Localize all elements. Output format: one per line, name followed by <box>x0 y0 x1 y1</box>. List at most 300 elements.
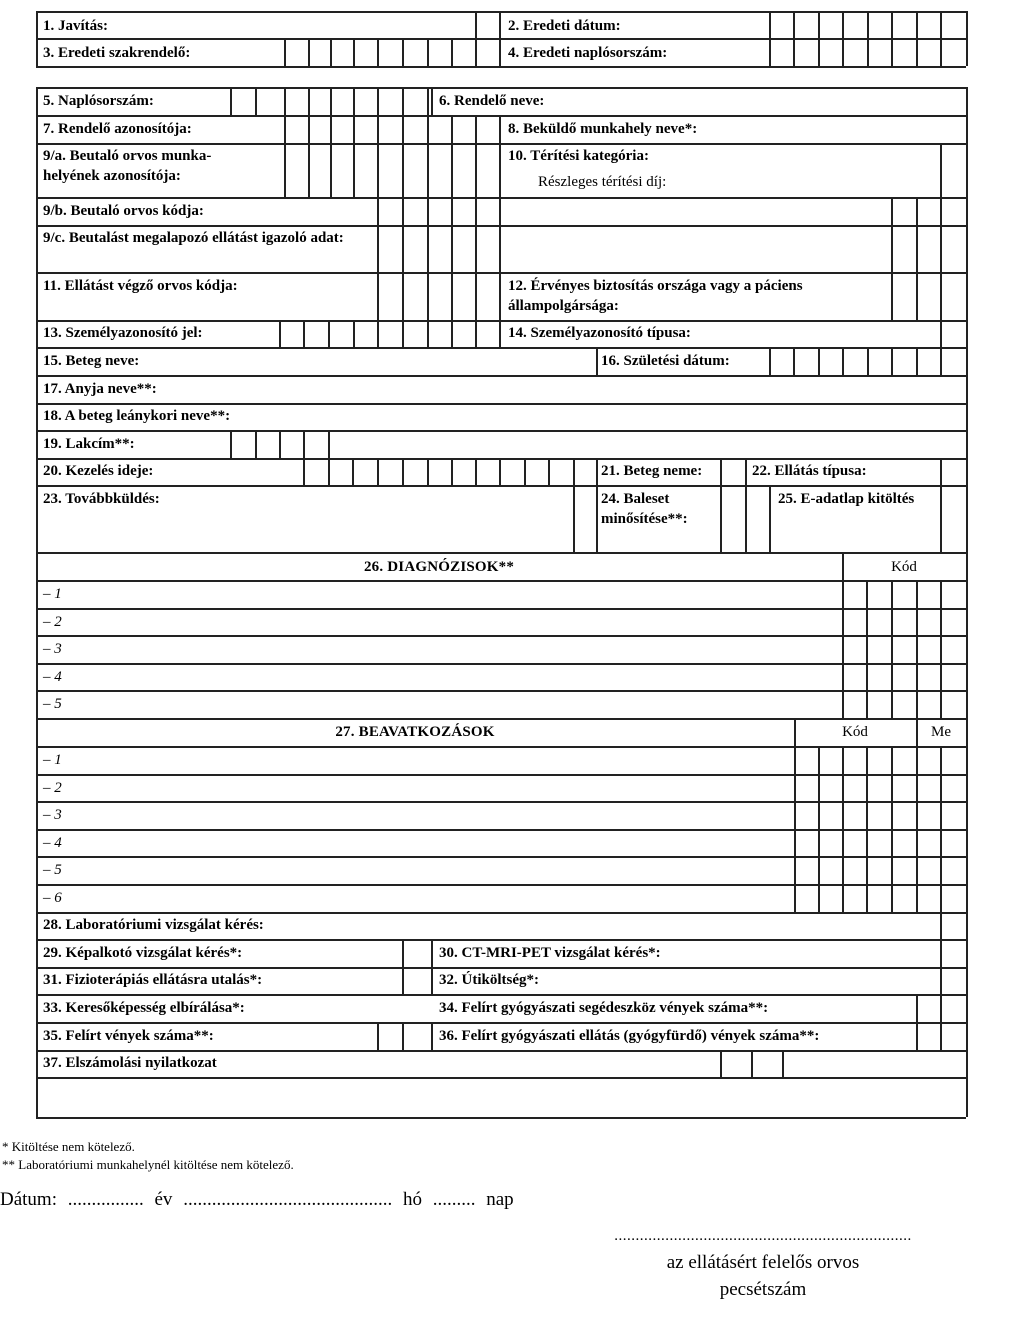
diagnosis-row-3[interactable]: – 3 <box>43 641 62 658</box>
personal-id-box-3[interactable] <box>330 322 352 346</box>
procedure-5-code-box-5[interactable] <box>893 858 915 883</box>
grid-line <box>36 485 966 487</box>
grid-line <box>940 320 942 347</box>
procedure-1-code-box-3[interactable] <box>844 748 865 773</box>
attending-doctor-code-box-4[interactable] <box>453 274 474 319</box>
procedure-1-code-box-1[interactable] <box>796 748 817 773</box>
referral-data-box-4[interactable] <box>453 227 474 271</box>
settlement-box-2[interactable] <box>753 1052 781 1076</box>
diagnosis-row-4[interactable]: – 4 <box>43 668 62 685</box>
grid-line <box>499 115 501 197</box>
referring-workplace-id-box-3[interactable] <box>332 145 352 196</box>
grid-line <box>36 272 966 274</box>
original-clinic-box-2[interactable] <box>310 40 329 65</box>
procedure-5-code-box-4[interactable] <box>868 858 890 883</box>
diagnosis-3-code-box-3[interactable] <box>893 637 915 662</box>
field-22-care-type-label: 22. Ellátás típusa: <box>752 463 867 479</box>
personal-id-box-5[interactable] <box>379 322 401 346</box>
original-date-box-4[interactable] <box>844 13 866 37</box>
original-clinic-box-7[interactable] <box>429 40 450 65</box>
diagnoses-title: 26. DIAGNÓZISOK** <box>363 559 515 575</box>
procedure-6-code-box-2[interactable] <box>820 886 841 911</box>
address-zip-box-2[interactable] <box>257 432 278 457</box>
clinic-id-box-8[interactable] <box>453 117 474 142</box>
procedure-5-code-box-7[interactable] <box>942 858 965 883</box>
field-2-original-date-label: 2. Eredeti dátum: <box>508 18 621 34</box>
ct-mri-pet-box-1[interactable] <box>942 941 965 966</box>
diagnosis-5-code-box-1[interactable] <box>844 692 865 717</box>
field-21-patient-sex-label: 21. Beteg neme: <box>601 463 703 479</box>
travel-cost-box-1[interactable] <box>942 969 965 993</box>
grid-line <box>427 87 429 115</box>
field-30-ct-mri-pet-label: 30. CT-MRI-PET vizsgálat kérés*: <box>439 945 661 961</box>
diagnosis-4-code-box-4[interactable] <box>918 665 939 690</box>
e-form-box-1[interactable] <box>942 487 965 551</box>
original-date-box-2[interactable] <box>795 13 817 37</box>
diagnosis-4-code-box-5[interactable] <box>942 665 965 690</box>
diagnosis-2-code-box-5[interactable] <box>942 610 965 635</box>
procedure-3-code-box-3[interactable] <box>844 803 865 828</box>
field-33-work-capacity-label: 33. Keresőképesség elbírálása*: <box>43 1000 245 1016</box>
procedure-row-5[interactable]: – 5 <box>43 862 62 879</box>
birth-date-box-4[interactable] <box>844 349 866 374</box>
diagnosis-4-code-box-2[interactable] <box>868 665 890 690</box>
diagnosis-2-code-box-2[interactable] <box>868 610 890 635</box>
original-date-box-1[interactable] <box>771 13 792 37</box>
treatment-time-box-4[interactable] <box>379 460 401 484</box>
procedure-4-code-box-2[interactable] <box>820 831 841 856</box>
grid-line <box>36 403 966 405</box>
grid-line <box>36 912 966 914</box>
referral-on-box-1[interactable] <box>575 487 595 551</box>
field-5-log-number-label: 5. Naplósorszám: <box>43 93 154 109</box>
grid-line <box>36 939 966 941</box>
grid-line <box>36 143 966 145</box>
personal-id-box-1[interactable] <box>281 322 302 346</box>
field-29-imaging-request-label: 29. Képalkotó vizsgálat kérés*: <box>43 945 243 961</box>
correction-box-1[interactable] <box>477 13 498 37</box>
original-date-box-8[interactable] <box>942 13 965 37</box>
field-25-e-form-label: 25. E-adatlap kitöltés <box>778 491 915 507</box>
grid-line <box>431 87 433 115</box>
procedure-2-code-box-3[interactable] <box>844 776 865 801</box>
field-36-spa-prescriptions-label: 36. Felírt gyógyászati ellátás (gyógyfürdő) vények száma**: <box>439 1028 820 1044</box>
field-1-correction-label: 1. Javítás: <box>43 18 108 34</box>
field-15-patient-name-label: 15. Beteg neve: <box>43 353 140 369</box>
treatment-time-box-11[interactable] <box>550 460 572 484</box>
diagnosis-3-code-box-1[interactable] <box>844 637 865 662</box>
procedures-code-header: Kód <box>842 724 868 740</box>
field-11-attending-doctor-code-label: 11. Ellátást végző orvos kódja: <box>43 278 238 294</box>
birth-date-box-6[interactable] <box>893 349 915 374</box>
personal-id-box-8[interactable] <box>453 322 474 346</box>
grid-line <box>769 485 771 552</box>
original-log-number-box-2[interactable] <box>795 40 817 65</box>
grid-line <box>36 375 966 377</box>
treatment-time-box-2[interactable] <box>330 460 351 484</box>
field-4-original-log-number-label: 4. Eredeti naplósorszám: <box>508 45 668 61</box>
prescriptions-box-1[interactable] <box>379 1024 401 1049</box>
procedure-row-4[interactable]: – 4 <box>43 834 62 851</box>
field-9a-referring-workplace-label: 9/a. Beutaló orvos munka-helyének azonosítója: <box>43 148 212 184</box>
procedure-5-code-box-2[interactable] <box>820 858 841 883</box>
diagnosis-4-code-box-1[interactable] <box>844 665 865 690</box>
procedure-3-code-box-5[interactable] <box>893 803 915 828</box>
grid-line <box>36 718 966 720</box>
procedure-4-code-box-3[interactable] <box>844 831 865 856</box>
procedure-6-code-box-4[interactable] <box>868 886 890 911</box>
procedures-title: 27. BEAVATKOZÁSOK <box>335 724 495 740</box>
clinic-id-box-4[interactable] <box>355 117 376 142</box>
procedure-2-code-box-4[interactable] <box>868 776 890 801</box>
procedure-1-code-box-6[interactable] <box>918 748 939 773</box>
grid-line <box>36 115 966 117</box>
procedure-1-code-box-4[interactable] <box>868 748 890 773</box>
diagnosis-5-code-box-4[interactable] <box>918 692 939 717</box>
attending-doctor-code-box-5[interactable] <box>477 274 498 319</box>
grid-line <box>940 143 942 320</box>
procedure-6-code-box-3[interactable] <box>844 886 865 911</box>
field-14-personal-id-type-label: 14. Személyazonosító típusa: <box>508 325 691 341</box>
grid-line <box>891 197 893 320</box>
clinic-id-box-2[interactable] <box>310 117 329 142</box>
procedure-5-code-box-1[interactable] <box>796 858 817 883</box>
clinic-id-box-3[interactable] <box>332 117 352 142</box>
field-10-payment-category-label: 10. Térítési kategória: <box>508 148 649 164</box>
original-date-box-3[interactable] <box>820 13 841 37</box>
log-number-box-1[interactable] <box>232 89 254 114</box>
settlement-box-1[interactable] <box>722 1052 750 1076</box>
log-number-box-7[interactable] <box>379 89 401 114</box>
log-number-box-6[interactable] <box>355 89 376 114</box>
footnote-single-asterisk: * Kitöltése nem kötelező. <box>2 1139 135 1154</box>
procedure-5-code-box-6[interactable] <box>918 858 939 883</box>
field-34-aid-prescriptions-label: 34. Felírt gyógyászati segédeszköz vények száma**: <box>439 1000 769 1016</box>
procedure-1-code-box-2[interactable] <box>820 748 841 773</box>
grid-line <box>36 320 966 322</box>
personal-id-box-6[interactable] <box>404 322 426 346</box>
referring-doctor-code-box-1[interactable] <box>379 199 401 224</box>
grid-line <box>36 430 966 432</box>
grid-line <box>328 430 330 458</box>
procedure-2-code-box-7[interactable] <box>942 776 965 801</box>
birth-date-box-7[interactable] <box>918 349 939 374</box>
treatment-time-box-7[interactable] <box>453 460 474 484</box>
diagnosis-1-code-box-3[interactable] <box>893 582 915 607</box>
diagnosis-1-code-box-2[interactable] <box>868 582 890 607</box>
field-18-maiden-name-label: 18. A beteg leánykori neve**: <box>43 408 231 424</box>
original-log-number-box-3[interactable] <box>820 40 841 65</box>
diagnosis-2-code-box-3[interactable] <box>893 610 915 635</box>
procedure-3-code-box-6[interactable] <box>918 803 939 828</box>
spa-prescriptions-box-2[interactable] <box>942 1024 965 1049</box>
field-13-personal-id-label: 13. Személyazonosító jel: <box>43 325 203 341</box>
field-6-clinic-name-label: 6. Rendelő neve: <box>439 93 545 109</box>
original-date-box-7[interactable] <box>918 13 939 37</box>
address-zip-box-3[interactable] <box>281 432 302 457</box>
field-20-treatment-time-label: 20. Kezelés ideje: <box>43 463 154 479</box>
procedure-3-code-box-4[interactable] <box>868 803 890 828</box>
grid-line <box>916 197 918 320</box>
birth-date-box-2[interactable] <box>795 349 817 374</box>
referral-data-box-1[interactable] <box>379 227 401 271</box>
field-19-address-label: 19. Lakcím**: <box>43 436 135 452</box>
treatment-time-box-10[interactable] <box>526 460 547 484</box>
referral-data-box-3[interactable] <box>429 227 450 271</box>
original-clinic-box-6[interactable] <box>404 40 426 65</box>
aid-prescriptions-box-1[interactable] <box>918 996 939 1021</box>
grid-line <box>36 87 966 89</box>
month-blank[interactable]: ............................................ <box>183 1189 393 1210</box>
attending-doctor-code-box-2[interactable] <box>404 274 426 319</box>
birth-date-box-1[interactable] <box>771 349 792 374</box>
diagnosis-3-code-box-4[interactable] <box>918 637 939 662</box>
grid-line <box>36 635 966 637</box>
log-number-box-5[interactable] <box>332 89 352 114</box>
birth-date-box-3[interactable] <box>820 349 841 374</box>
field-24-accident-label: 24. Baleset minősítése**: <box>601 491 688 527</box>
clinic-id-box-1[interactable] <box>286 117 307 142</box>
procedure-row-1[interactable]: – 1 <box>43 752 62 768</box>
birth-date-box-5[interactable] <box>869 349 890 374</box>
field-28-lab-request-label: 28. Laboratóriumi vizsgálat kérés: <box>43 917 264 933</box>
grid-line <box>36 856 966 858</box>
grid-line <box>36 87 38 1117</box>
procedure-3-code-box-7[interactable] <box>942 803 965 828</box>
original-log-number-box-7[interactable] <box>918 40 939 65</box>
diagnosis-3-code-box-5[interactable] <box>942 637 965 662</box>
procedure-row-2[interactable]: – 2 <box>43 779 62 796</box>
referring-workplace-id-box-8[interactable] <box>453 145 474 196</box>
procedures-unit-header: Me <box>931 724 951 740</box>
grid-line <box>36 225 966 227</box>
grid-line <box>36 1022 966 1024</box>
diagnosis-5-code-box-2[interactable] <box>868 692 890 717</box>
diagnosis-2-code-box-1[interactable] <box>844 610 865 635</box>
spa-prescriptions-box-1[interactable] <box>918 1024 939 1049</box>
field-8-sender-workplace-label: 8. Beküldő munkahely neve*: <box>508 121 698 137</box>
field-10-partial-fee-label: Részleges térítési díj: <box>538 174 667 190</box>
procedure-6-code-box-7[interactable] <box>942 886 965 911</box>
personal-id-box-4[interactable] <box>355 322 376 346</box>
procedure-3-code-box-2[interactable] <box>820 803 841 828</box>
referral-data-box-5[interactable] <box>477 227 498 271</box>
treatment-time-box-1[interactable] <box>305 460 327 484</box>
procedure-row-6[interactable]: – 6 <box>43 890 62 906</box>
procedure-4-code-box-6[interactable] <box>918 831 939 856</box>
treatment-time-box-5[interactable] <box>404 460 426 484</box>
grid-line <box>499 320 501 347</box>
day-label: nap <box>486 1189 514 1210</box>
procedure-1-code-box-7[interactable] <box>942 748 965 773</box>
procedure-row-3[interactable]: – 3 <box>43 807 62 824</box>
procedure-6-code-box-1[interactable] <box>796 886 817 911</box>
procedure-3-code-box-1[interactable] <box>796 803 817 828</box>
referring-doctor-code-box-4[interactable] <box>453 199 474 224</box>
procedure-2-code-box-2[interactable] <box>820 776 841 801</box>
referring-workplace-id-box-2[interactable] <box>310 145 329 196</box>
grid-line <box>36 663 966 665</box>
procedure-6-code-box-6[interactable] <box>918 886 939 911</box>
treatment-time-box-6[interactable] <box>429 460 450 484</box>
grid-line <box>782 1050 784 1077</box>
procedure-4-code-box-7[interactable] <box>942 831 965 856</box>
personal-id-box-2[interactable] <box>305 322 327 346</box>
original-log-number-box-8[interactable] <box>942 40 965 65</box>
original-log-number-box-4[interactable] <box>844 40 866 65</box>
imaging-request-box-1[interactable] <box>404 941 430 966</box>
treatment-time-box-9[interactable] <box>501 460 523 484</box>
referring-workplace-id-box-6[interactable] <box>404 145 426 196</box>
diagnosis-1-code-box-1[interactable] <box>844 582 865 607</box>
procedure-4-code-box-5[interactable] <box>893 831 915 856</box>
procedure-6-code-box-5[interactable] <box>893 886 915 911</box>
grid-line <box>596 458 598 485</box>
referring-workplace-id-box-5[interactable] <box>379 145 401 196</box>
grid-line <box>431 1022 433 1050</box>
grid-line <box>36 608 966 610</box>
referring-workplace-id-box-9[interactable] <box>477 145 498 196</box>
year-label: év <box>154 1189 173 1210</box>
original-log-number-box-6[interactable] <box>893 40 915 65</box>
diagnosis-2-code-box-4[interactable] <box>918 610 939 635</box>
grid-line <box>36 197 966 199</box>
signature-caption-stamp: pecsétszám <box>719 1279 807 1300</box>
clinic-id-box-7[interactable] <box>429 117 450 142</box>
diagnosis-row-5[interactable]: – 5 <box>43 696 62 713</box>
work-capacity-box-1[interactable] <box>404 996 430 1021</box>
referring-workplace-id-box-1[interactable] <box>286 145 307 196</box>
field-17-mother-name-label: 17. Anyja neve**: <box>43 381 157 397</box>
field-35-prescriptions-label: 35. Felírt vények száma**: <box>43 1028 214 1044</box>
field-23-referral-on-label: 23. Továbbküldés: <box>43 491 160 507</box>
attending-doctor-code-box-1[interactable] <box>379 274 401 319</box>
day-blank[interactable]: ......... <box>432 1189 476 1210</box>
original-clinic-box-5[interactable] <box>379 40 401 65</box>
personal-id-box-9[interactable] <box>477 322 498 346</box>
aid-prescriptions-box-2[interactable] <box>942 996 965 1021</box>
treatment-time-box-3[interactable] <box>354 460 376 484</box>
log-number-box-3[interactable] <box>286 89 307 114</box>
referring-doctor-code-box-5[interactable] <box>477 199 498 224</box>
original-log-number-box-1[interactable] <box>771 40 792 65</box>
grid-line <box>36 1050 966 1052</box>
footnote-double-asterisk: ** Laboratóriumi munkahelynél kitöltése nem kötelező. <box>2 1157 294 1172</box>
grid-line <box>36 994 966 996</box>
treatment-time-box-12[interactable] <box>575 460 595 484</box>
field-3-original-clinic-label: 3. Eredeti szakrendelő: <box>43 45 191 61</box>
grid-line <box>499 11 501 66</box>
clinic-id-box-6[interactable] <box>404 117 426 142</box>
referral-data-box-2[interactable] <box>404 227 426 271</box>
grid-line <box>966 11 968 66</box>
grid-line <box>596 347 598 375</box>
address-zip-box-1[interactable] <box>232 432 254 457</box>
grid-line <box>596 485 598 552</box>
field-9c-referral-data-label: 9/c. Beutalást megalapozó ellátást igazoló adat: <box>43 230 344 246</box>
diagnosis-row-2[interactable]: – 2 <box>43 613 62 630</box>
original-log-number-box-5[interactable] <box>869 40 890 65</box>
diagnoses-code-header: Kód <box>891 559 917 575</box>
accident-box-1[interactable] <box>722 487 744 551</box>
grid-line <box>36 1117 966 1119</box>
field-32-travel-cost-label: 32. Útiköltség*: <box>439 972 539 988</box>
procedure-2-code-box-1[interactable] <box>796 776 817 801</box>
signature-line[interactable]: ...................................................................... <box>614 1228 912 1244</box>
settlement-statement-area[interactable] <box>38 1079 964 1115</box>
procedure-4-code-box-4[interactable] <box>868 831 890 856</box>
field-31-physiotherapy-label: 31. Fizioterápiás ellátásra utalás*: <box>43 972 263 988</box>
referring-doctor-code-box-3[interactable] <box>429 199 450 224</box>
procedure-4-code-box-1[interactable] <box>796 831 817 856</box>
diagnosis-row-1[interactable]: – 1 <box>43 586 62 602</box>
procedure-2-code-box-5[interactable] <box>893 776 915 801</box>
personal-id-box-7[interactable] <box>429 322 450 346</box>
procedure-2-code-box-6[interactable] <box>918 776 939 801</box>
physiotherapy-box-1[interactable] <box>404 969 430 993</box>
diagnosis-5-code-box-5[interactable] <box>942 692 965 717</box>
referring-doctor-code-box-2[interactable] <box>404 199 426 224</box>
referring-workplace-id-box-4[interactable] <box>355 145 376 196</box>
prescriptions-box-2[interactable] <box>404 1024 430 1049</box>
field-9b-referring-doctor-code-label: 9/b. Beutaló orvos kódja: <box>43 203 204 219</box>
grid-line <box>36 11 38 66</box>
diagnosis-1-code-box-4[interactable] <box>918 582 939 607</box>
grid-line <box>431 939 433 994</box>
original-date-box-5[interactable] <box>869 13 890 37</box>
field-16-birth-date-label: 16. Születési dátum: <box>601 353 730 369</box>
clinic-id-box-5[interactable] <box>379 117 401 142</box>
diagnosis-4-code-box-3[interactable] <box>893 665 915 690</box>
referring-workplace-id-box-7[interactable] <box>429 145 450 196</box>
diagnosis-3-code-box-2[interactable] <box>868 637 890 662</box>
field-37-settlement-label: 37. Elszámolási nyilatkozat <box>43 1055 217 1071</box>
original-clinic-box-8[interactable] <box>453 40 474 65</box>
grid-line <box>966 87 968 1117</box>
year-blank[interactable]: ................ <box>67 1189 144 1210</box>
clinic-id-box-9[interactable] <box>477 117 498 142</box>
field-12-insurance-country-label: 12. Érvényes biztosítás országa vagy a páciens állampolgársága: <box>508 278 803 314</box>
procedure-1-code-box-5[interactable] <box>893 748 915 773</box>
original-clinic-box-3[interactable] <box>332 40 352 65</box>
patient-sex-box-1[interactable] <box>722 460 744 484</box>
original-date-box-6[interactable] <box>893 13 915 37</box>
attending-doctor-code-box-3[interactable] <box>429 274 450 319</box>
log-number-box-8[interactable] <box>404 89 426 114</box>
grid-line <box>499 197 501 320</box>
grid-line <box>36 66 966 68</box>
field-7-clinic-id-label: 7. Rendelő azonosítója: <box>43 121 192 137</box>
grid-line <box>940 347 942 375</box>
month-label: hó <box>402 1189 422 1210</box>
original-clinic-box-4[interactable] <box>355 40 376 65</box>
treatment-time-box-8[interactable] <box>477 460 498 484</box>
original-clinic-box-1[interactable] <box>286 40 307 65</box>
procedure-5-code-box-3[interactable] <box>844 858 865 883</box>
grid-line <box>36 967 966 969</box>
diagnosis-1-code-box-5[interactable] <box>942 582 965 607</box>
grid-line <box>745 458 747 485</box>
address-zip-box-4[interactable] <box>305 432 327 457</box>
log-number-box-2[interactable] <box>257 89 283 114</box>
grid-line <box>36 580 966 582</box>
date-label: Dátum: <box>0 1189 57 1210</box>
diagnosis-5-code-box-3[interactable] <box>893 692 915 717</box>
log-number-box-4[interactable] <box>310 89 329 114</box>
care-type-box-1[interactable] <box>942 460 965 484</box>
accident-box-2[interactable] <box>747 487 768 551</box>
lab-request-box-1[interactable] <box>942 914 965 938</box>
